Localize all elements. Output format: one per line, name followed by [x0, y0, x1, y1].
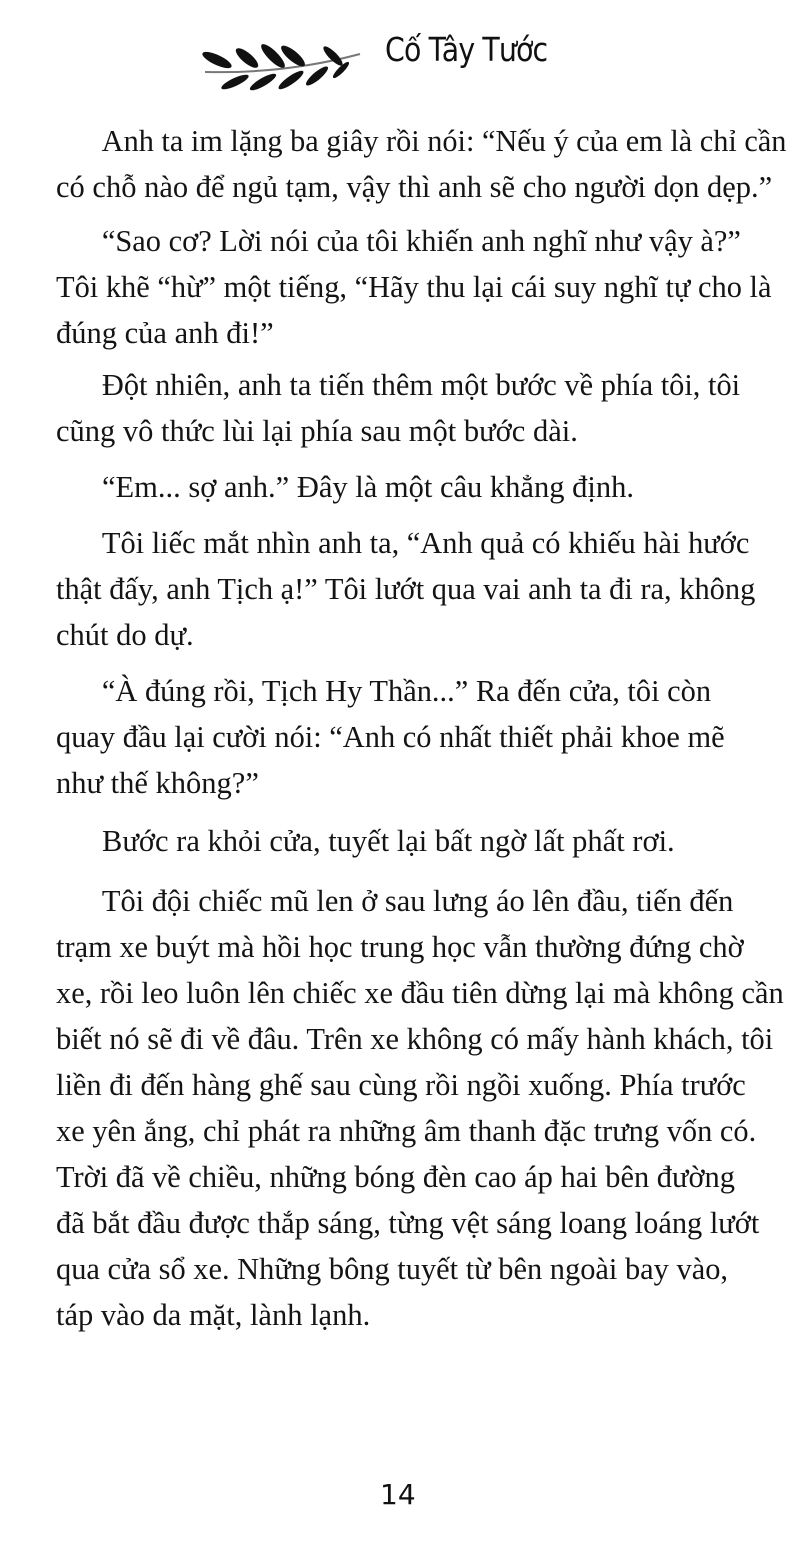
paragraph: [56, 818, 788, 864]
text-line: thật đấy, anh Tịch ạ!” Tôi lướt qua vai anh ta đi ra, không: [56, 572, 756, 606]
paragraph: [56, 218, 788, 356]
text-line: táp vào da mặt, lành lạnh.: [56, 1298, 371, 1332]
text-line: Bước ra khỏi cửa, tuyết lại bất ngờ lất phất rơi.: [102, 824, 675, 858]
text-line: biết nó sẽ đi về đâu. Trên xe không có mấy hành khách, tôi: [56, 1022, 774, 1056]
page-number: 14: [380, 1478, 416, 1511]
text-line: Tôi đội chiếc mũ len ở sau lưng áo lên đầu, tiến đến: [101, 884, 734, 918]
paragraph: [56, 118, 788, 210]
text-line: đã bắt đầu được thắp sáng, từng vệt sáng loang loáng lướt: [56, 1206, 760, 1240]
text-line: “À đúng rồi, Tịch Hy Thần...” Ra đến cửa, tôi còn: [101, 674, 712, 708]
text-line: có chỗ nào để ngủ tạm, vậy thì anh sẽ cho người dọn dẹp.”: [56, 170, 773, 204]
running-header: [195, 22, 615, 92]
text-line: như thế không?”: [56, 766, 259, 800]
text-line: “Sao cơ? Lời nói của tôi khiến anh nghĩ như vậy à?”: [101, 224, 741, 258]
text-line: quay đầu lại cười nói: “Anh có nhất thiết phải khoe mẽ: [56, 720, 725, 754]
text-line: Anh ta im lặng ba giây rồi nói: “Nếu ý của em là chỉ cần: [101, 124, 787, 158]
text-line: Tôi khẽ “hừ” một tiếng, “Hãy thu lại cái suy nghĩ tự cho là: [56, 270, 772, 304]
text-line: chút do dự.: [56, 618, 194, 652]
text-line: qua cửa sổ xe. Những bông tuyết từ bên ngoài bay vào,: [56, 1252, 729, 1286]
text-line: Tôi liếc mắt nhìn anh ta, “Anh quả có khiếu hài hước: [101, 526, 750, 560]
paragraph: [56, 362, 788, 454]
text-line: Trời đã về chiều, những bóng đèn cao áp hai bên đường: [56, 1160, 735, 1194]
leaf-branch-icon: [195, 32, 365, 92]
paragraph: [56, 520, 788, 658]
text-line: xe, rồi leo luôn lên chiếc xe đầu tiên dừng lại mà không cần: [56, 976, 784, 1010]
text-line: cũng vô thức lùi lại phía sau một bước dài.: [56, 414, 578, 448]
text-line: xe yên ắng, chỉ phát ra những âm thanh đặc trưng vốn có.: [56, 1114, 757, 1148]
text-line: Đột nhiên, anh ta tiến thêm một bước về phía tôi, tôi: [101, 368, 741, 402]
text-line: liền đi đến hàng ghế sau cùng rồi ngồi xuống. Phía trước: [56, 1068, 746, 1102]
paragraph: [56, 878, 788, 1338]
text-line: trạm xe buýt mà hồi học trung học vẫn thường đứng chờ: [56, 930, 744, 964]
text-line: “Em... sợ anh.” Đây là một câu khẳng định.: [102, 470, 634, 504]
text-line: đúng của anh đi!”: [56, 316, 274, 350]
author-name: Cố Tây Tước: [385, 30, 548, 69]
paragraph: [56, 668, 788, 806]
page-body-text: [56, 118, 788, 1338]
paragraph: [56, 464, 788, 510]
